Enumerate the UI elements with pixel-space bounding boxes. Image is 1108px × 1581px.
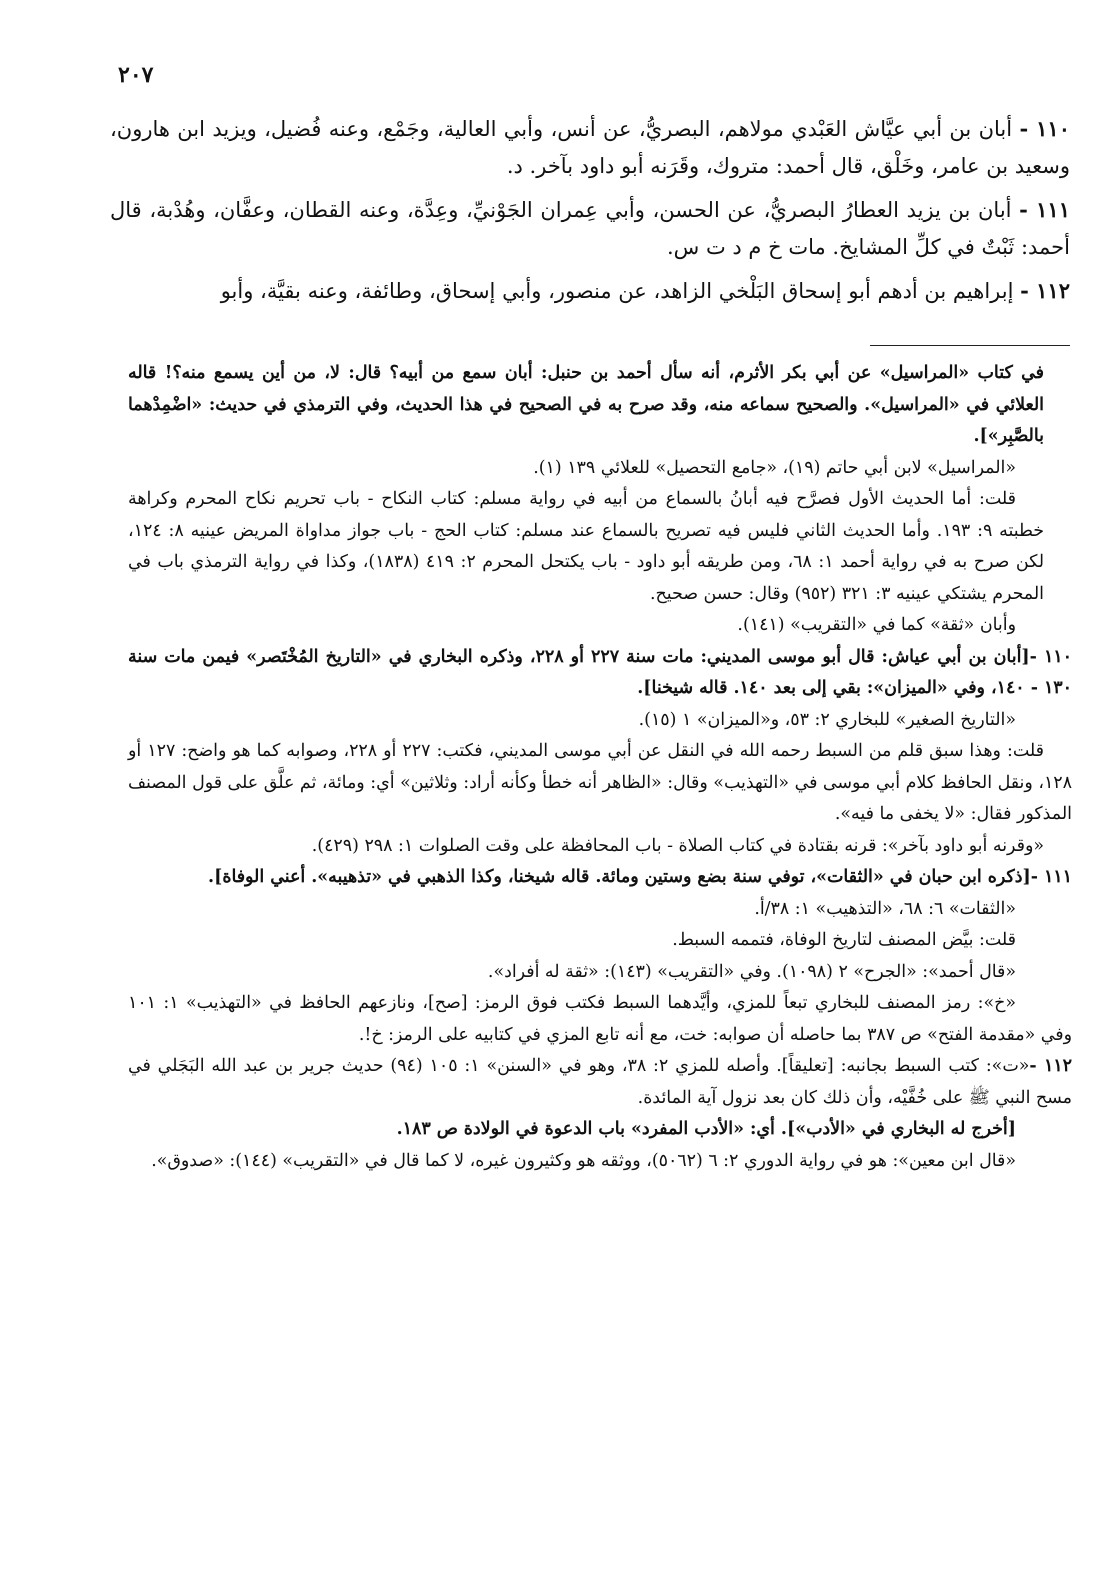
note-paragraph: «الثقات» ٦: ٦٨، «التذهيب» ١: ٣٨/أ. [754, 898, 1016, 919]
note-paragraph: «وقرنه أبو داود بآخر»: قرنه بقتادة في كتاب الصلاة - باب المحافظة على وقت الصلوات ١: ٢٩٨ (٤٢٩). [311, 835, 1044, 856]
note-112 [128, 1051, 1072, 1114]
note-110 [128, 642, 1072, 705]
note-number: ١١١ - [1030, 867, 1072, 887]
note-paragraph: «قال ابن معين»: هو في رواية الدوري ٢: ٦ (٥٠٦٢)، ووثقه هو وكثيرون غيره، لا كما قال في «التقريب» (١٤٤): «صدوق». [151, 1150, 1016, 1171]
note-paragraph: قلت: بيَّض المصنف لتاريخ الوفاة، فتممه السبط. [672, 930, 1016, 950]
note-paragraph: وأبان «ثقة» كما في «التقريب» (١٤١). [737, 615, 1016, 635]
note-paragraph: في كتاب «المراسيل» عن أبي بكر الأثرم، أنه سأل أحمد بن حنبل: أبان سمع من أبيه؟ قال: لا، من أين يسمع منه؟! قاله العلائي في «المراسيل». والصحيح سماعه منه، وقد صرح به في الصحيح في هذا الحديث، وفي الترمذي في حديث: «اضْمِدْهما بالصَّبِر»]. [128, 363, 1044, 446]
entry-number: ١١٢ - [1020, 278, 1070, 303]
entry-number: ١١١ - [1019, 197, 1070, 222]
note-paragraph: قلت: أما الحديث الأول فصرَّح فيه أبانُ بالسماع من أبيه في رواية مسلم: كتاب النكاح - باب تحريم نكاح المحرم وكراهة خطبته ٩: ١٩٣. وأما الحديث الثاني فليس فيه تصريح بالسماع عند مسلم: كتاب الحج - باب جواز مداواة المريض عينيه ٨: ١٢٤، لكن صرح به في رواية أحمد ١: ٦٨، ومن طريقه أبو داود - باب يكتحل المحرم ٢: ٤١٩ (١٨٣٨)، وكذا في رواية الترمذي باب في المحرم يشتكي عينيه ٣: ٣٢١ (٩٥٢) وقال: حسن صحيح. [128, 489, 1045, 604]
entry-text: أبان بن أبي عيَّاش العَبْدي مولاهم، البصريُّ، عن أنس، وأبي العالية، وجَمْع، وعنه فُضيل، ويزيد ابن هارون، وسعيد بن عامر، وخَلْق، قال أحمد: متروك، وقَرَنه أبو داود بآخر. د. [110, 117, 1070, 178]
entry-111 [110, 191, 1070, 266]
entry-text: إبراهيم بن أدهم أبو إسحاق البَلْخي الزاهد، عن منصور، وأبي إسحاق، وطائفة، وعنه بقيَّة، وأبو [220, 279, 1014, 303]
note-number: ١١٢ - [1029, 1056, 1072, 1076]
footnote-separator [870, 345, 1070, 346]
main-text [110, 110, 1070, 316]
note-111 [128, 862, 1072, 894]
entry-text: أبان بن يزيد العطارُ البصريُّ، عن الحسن، وأبي عِمران الجَوْنيِّ، وعِدَّة، وعنه القطان، وعفَّان، وهُدْبة، قال أحمد: ثَبْتٌ في كلِّ المشايخ. مات خ م د ت س. [110, 198, 1070, 259]
note-text: [أبان بن أبي عياش: قال أبو موسى المديني: مات سنة ٢٢٧ أو ٢٢٨، وذكره البخاري في «التاريخ المُخْتَصر» فيمن مات سنة ١٣٠ - ١٤٠، وفي «الميزان»: بقي إلى بعد ١٤٠. قاله شيخنا]. [128, 646, 1072, 698]
note-paragraph: قلت: وهذا سبق قلم من السبط رحمه الله في النقل عن أبي موسى المديني، فكتب: ٢٢٧ أو ٢٢٨، وصوابه كما هو واضح: ١٢٧ أو ١٢٨، ونقل الحافظ كلام أبي موسى في «التهذيب» وقال: «الظاهر أنه خطأ وكأنه أراد: وثلاثين» أي: ومائة، ثم علَّق على قول المصنف المذكور فقال: «لا يخفى ما فيه». [128, 741, 1072, 824]
entry-number: ١١٠ - [1019, 116, 1070, 141]
page-number: ٢٠٧ [118, 62, 154, 88]
note-paragraph: «قال أحمد»: «الجرح» ٢ (١٠٩٨). وفي «التقريب» (١٤٣): «ثقة له أفراد». [487, 961, 1016, 982]
note-text: «ت»: كتب السبط بجانبه: [تعليقاً]. وأصله للمزي ٢: ٣٨، وهو في «السنن» ١: ١٠٥ (٩٤) حديث جرير بن عبد الله البَجَلي في مسح النبي ﷺ على خُفَّيْه، وأن ذلك كان بعد نزول آية المائدة. [128, 1056, 1072, 1108]
note-paragraph: [أخرج له البخاري في «الأدب»]. أي: «الأدب المفرد» باب الدعوة في الولادة ص ١٨٣. [396, 1119, 1016, 1139]
note-paragraph: «المراسيل» لابن أبي حاتم (١٩)، «جامع التحصيل» للعلائي ١٣٩ (١). [533, 457, 1016, 478]
entry-112 [110, 272, 1070, 310]
note-number: ١١٠ - [1029, 646, 1072, 667]
note-text: [ذكره ابن حبان في «الثقات»، توفي سنة بضع وستين ومائة. قاله شيخنا، وكذا الذهبي في «تذهيبه». أعني الوفاة]. [208, 867, 1031, 887]
note-paragraph: «التاريخ الصغير» للبخاري ٢: ٥٣، و«الميزان» ١ (١٥). [638, 709, 1016, 730]
footnotes [128, 358, 1072, 1177]
entry-110 [110, 110, 1070, 185]
note-paragraph: «خ»: رمز المصنف للبخاري تبعاً للمزي، وأيَّدهما السبط فكتب فوق الرمز: [صح]، ونازعهم الحافظ في «التهذيب» ١: ١٠١ وفي «مقدمة الفتح» ص ٣٨٧ بما حاصله أن صوابه: خت، مع أنه تابع المزي في كتابيه على الرمز: خ!. [128, 993, 1072, 1045]
